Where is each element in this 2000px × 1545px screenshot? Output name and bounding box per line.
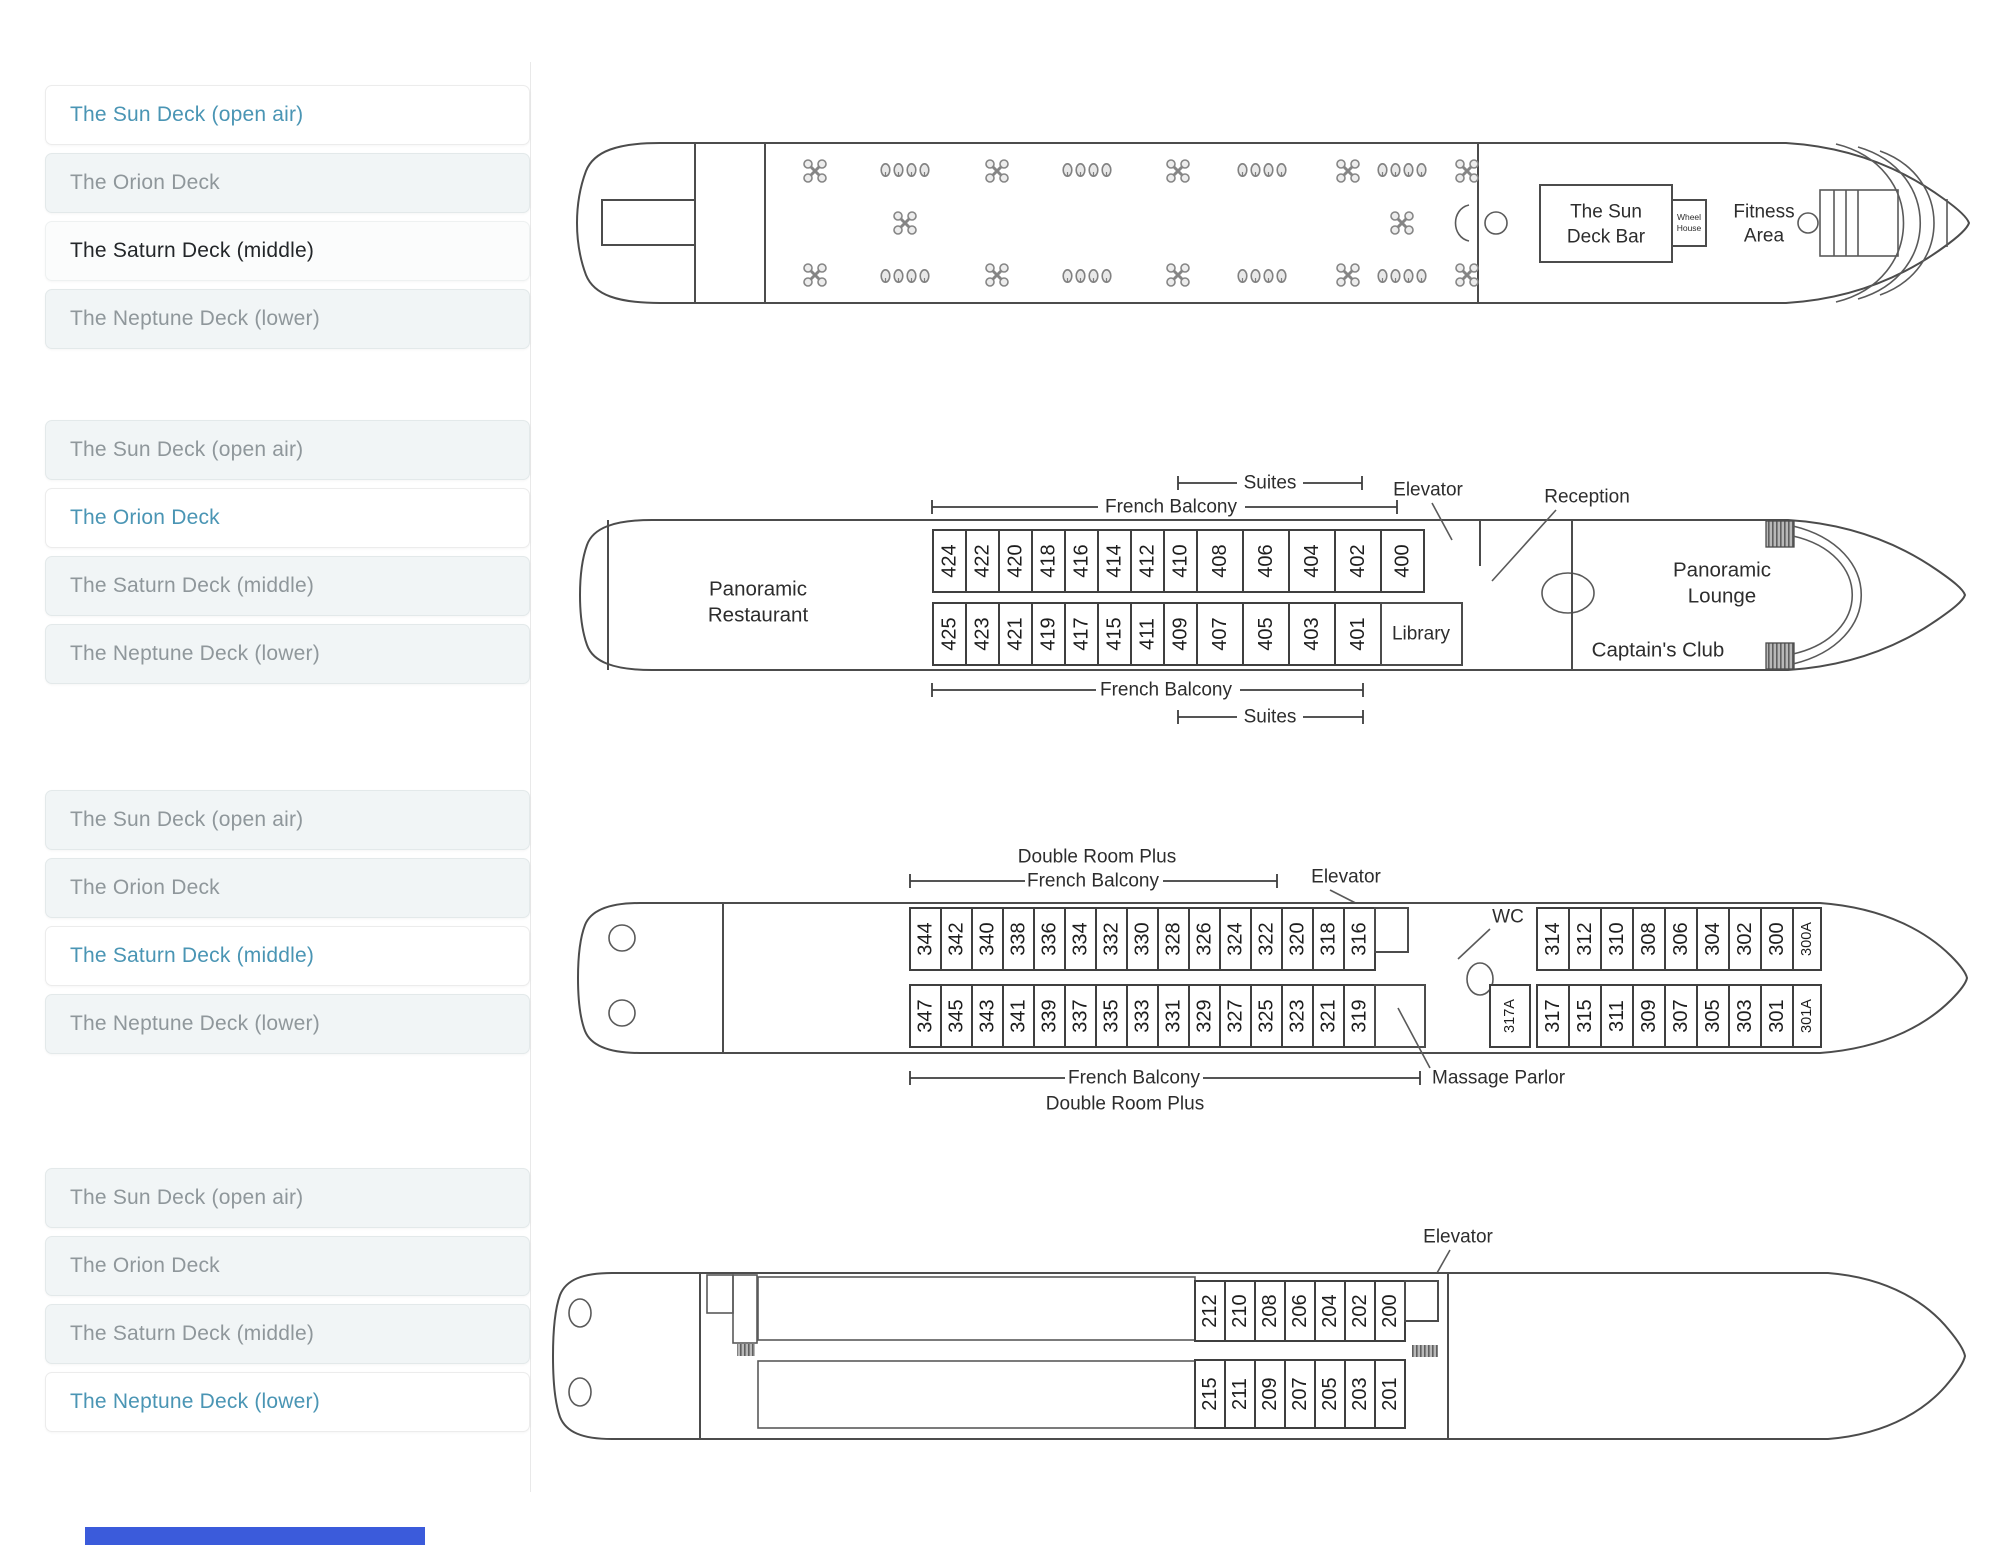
stairs-hatch — [737, 1344, 755, 1356]
saturn-cabins-bottom-left — [910, 985, 1375, 1047]
cabin-number: 336 — [1038, 922, 1061, 956]
cabin-number: 205 — [1319, 1377, 1341, 1411]
cabin-number: 208 — [1259, 1294, 1281, 1328]
cabin-number: 344 — [914, 922, 937, 956]
cabin-number: 333 — [1131, 999, 1154, 1033]
cabin-number: 303 — [1734, 999, 1756, 1033]
cabin-number: 312 — [1574, 922, 1596, 956]
sun-deck-bar-room — [1540, 185, 1672, 262]
saturn-cabin-317a — [1490, 985, 1530, 1047]
tab-neptune-deck[interactable]: The Neptune Deck (lower) — [45, 994, 530, 1054]
massage-parlor-label: Massage Parlor — [1432, 1067, 1566, 1089]
svg-text:Deck Bar: Deck Bar — [1566, 226, 1646, 248]
tab-orion-deck[interactable]: The Orion Deck — [45, 153, 530, 213]
svg-text:House: House — [1676, 223, 1702, 233]
cabin-number: 421 — [1004, 617, 1027, 651]
cabin-number: 402 — [1347, 544, 1369, 578]
cabin-number: 325 — [1255, 999, 1278, 1033]
cabin-number: 415 — [1103, 617, 1126, 651]
cabin-number: 420 — [1004, 544, 1027, 578]
tab-saturn-deck[interactable]: The Saturn Deck (middle) — [45, 556, 530, 616]
cabin-number: 321 — [1317, 999, 1340, 1033]
cabin-number: 210 — [1229, 1294, 1251, 1328]
fitness-area-label: Fitness — [1733, 201, 1795, 223]
wheel-house-label: Wheel — [1676, 212, 1702, 222]
cabin-number: 301 — [1766, 999, 1788, 1033]
elevator-label: Elevator — [1423, 1226, 1493, 1248]
tab-sun-deck[interactable]: The Sun Deck (open air) — [45, 790, 530, 850]
sun-deck-bar-label: The Sun — [1570, 201, 1642, 223]
neptune-cabins-top — [1195, 1281, 1405, 1341]
cabin-number: 414 — [1103, 544, 1126, 578]
tab-neptune-deck[interactable]: The Neptune Deck (lower) — [45, 624, 530, 684]
cabin-number: 401 — [1347, 617, 1369, 651]
cabin-number: 204 — [1319, 1294, 1341, 1328]
cabin-number: 300 — [1766, 922, 1788, 956]
library-label: Library — [1391, 623, 1451, 645]
reception-label: Reception — [1544, 486, 1630, 508]
cabin-number: 329 — [1193, 999, 1216, 1033]
cabin-number: 215 — [1199, 1377, 1221, 1411]
tab-orion-deck[interactable]: The Orion Deck — [45, 858, 530, 918]
cabin-number: 406 — [1255, 544, 1277, 578]
tab-orion-deck[interactable]: The Orion Deck — [45, 1236, 530, 1296]
cabin-number: 328 — [1162, 922, 1185, 956]
footer-bar — [85, 1527, 425, 1545]
suites-label: Suites — [1243, 706, 1297, 728]
cabin-number: 212 — [1199, 1294, 1221, 1328]
cabin-number: 310 — [1606, 922, 1628, 956]
cabin-number: 317A — [1502, 999, 1518, 1033]
cabin-number: 342 — [945, 922, 968, 956]
cabin-number: 211 — [1229, 1378, 1251, 1410]
tab-neptune-deck[interactable]: The Neptune Deck (lower) — [45, 1372, 530, 1432]
cabin-number: 407 — [1209, 617, 1231, 651]
cabin-number: 331 — [1162, 999, 1185, 1033]
cabin-number: 409 — [1169, 617, 1192, 651]
suites-label: Suites — [1243, 472, 1297, 494]
cabin-number: 202 — [1349, 1294, 1371, 1328]
orion-cabins-top — [933, 530, 1424, 592]
stairs-hatch — [1412, 1345, 1438, 1357]
cabin-number: 330 — [1131, 922, 1154, 956]
cabin-number: 412 — [1136, 544, 1159, 578]
cabin-number: 404 — [1301, 544, 1323, 578]
saturn-cabins-top-left — [910, 908, 1375, 970]
neptune-cabins-bottom — [1195, 1360, 1405, 1428]
cabin-number: 305 — [1702, 999, 1724, 1033]
cabin-number: 301A — [1799, 999, 1815, 1033]
cabin-number: 318 — [1317, 922, 1340, 956]
cabin-number: 317 — [1542, 999, 1564, 1033]
cabin-number: 411 — [1136, 618, 1159, 650]
saturn-cabins-bottom-right — [1537, 985, 1821, 1047]
cabin-number: 337 — [1069, 999, 1092, 1033]
cabin-number: 203 — [1349, 1377, 1371, 1411]
elevator-shaft — [1405, 1281, 1438, 1321]
cabin-number: 335 — [1100, 999, 1123, 1033]
stern-structure — [602, 200, 695, 245]
cabin-number: 416 — [1070, 544, 1093, 578]
french-balcony-label: French Balcony — [1067, 1067, 1201, 1089]
cabin-number: 316 — [1348, 922, 1371, 956]
cabin-number: 345 — [945, 999, 968, 1033]
cabin-number: 201 — [1379, 1377, 1401, 1411]
svg-text:Lounge: Lounge — [1687, 584, 1757, 608]
tab-sun-deck[interactable]: The Sun Deck (open air) — [45, 420, 530, 480]
wc-label: WC — [1492, 906, 1524, 928]
panoramic-restaurant-label: Panoramic — [709, 577, 807, 601]
french-balcony-label: French Balcony — [1099, 679, 1233, 701]
cabin-number: 207 — [1289, 1377, 1311, 1411]
cabin-number: 302 — [1734, 922, 1756, 956]
stairs-hatch — [1766, 521, 1794, 547]
orion-deck-plan — [580, 473, 1965, 728]
cabin-number: 326 — [1193, 922, 1216, 956]
double-room-plus-label: Double Room Plus — [1017, 846, 1177, 868]
svg-text:Restaurant: Restaurant — [707, 603, 809, 627]
svg-text:Area: Area — [1743, 225, 1785, 247]
cabin-number: 311 — [1606, 1000, 1628, 1032]
cabin-number: 315 — [1574, 999, 1596, 1033]
saturn-deck-plan — [578, 847, 1967, 1115]
neptune-deck-plan — [553, 1227, 1965, 1440]
saturn-cabins-top-right — [1537, 908, 1821, 970]
cabin-number: 417 — [1070, 617, 1093, 651]
sun-deck-plan — [577, 143, 1969, 303]
panoramic-lounge-label: Panoramic — [1673, 558, 1771, 582]
cabin-number: 314 — [1542, 922, 1564, 956]
cabin-number: 327 — [1224, 999, 1247, 1033]
cabin-number: 304 — [1702, 922, 1724, 956]
cabin-number: 324 — [1224, 922, 1247, 956]
tab-sun-deck[interactable]: The Sun Deck (open air) — [45, 1168, 530, 1228]
tab-saturn-deck[interactable]: The Saturn Deck (middle) — [45, 926, 530, 986]
cabin-number: 322 — [1255, 922, 1278, 956]
cabin-number: 338 — [1007, 922, 1030, 956]
cabin-number: 419 — [1037, 617, 1060, 651]
elevator-shaft — [1375, 908, 1408, 952]
cabin-number: 340 — [976, 922, 999, 956]
tab-saturn-deck[interactable]: The Saturn Deck (middle) — [45, 221, 530, 281]
cabin-number: 424 — [938, 544, 961, 578]
french-balcony-label: French Balcony — [1104, 496, 1238, 518]
cabin-number: 319 — [1348, 999, 1371, 1033]
elevator-label: Elevator — [1393, 479, 1463, 501]
cabin-number: 405 — [1255, 617, 1277, 651]
tab-neptune-deck[interactable]: The Neptune Deck (lower) — [45, 289, 530, 349]
cabin-number: 206 — [1289, 1294, 1311, 1328]
cabin-number: 422 — [971, 544, 994, 578]
massage-parlor-room — [1375, 985, 1425, 1047]
tab-saturn-deck[interactable]: The Saturn Deck (middle) — [45, 1304, 530, 1364]
cabin-number: 400 — [1391, 544, 1414, 578]
cabin-number: 308 — [1638, 922, 1660, 956]
cabin-number: 408 — [1209, 544, 1231, 578]
french-balcony-label: French Balcony — [1026, 870, 1160, 892]
cabin-number: 300A — [1799, 922, 1815, 956]
cabin-number: 332 — [1100, 922, 1123, 956]
double-room-plus-label: Double Room Plus — [1045, 1093, 1205, 1115]
cabin-number: 334 — [1069, 922, 1092, 956]
cabin-number: 341 — [1007, 999, 1030, 1033]
orion-cabins-bottom — [933, 603, 1381, 665]
cabin-number: 418 — [1037, 544, 1060, 578]
cabin-number: 307 — [1670, 999, 1692, 1033]
cabin-number: 343 — [976, 999, 999, 1033]
cabin-number: 339 — [1038, 999, 1061, 1033]
cabin-number: 410 — [1169, 544, 1192, 578]
cabin-number: 347 — [914, 999, 937, 1033]
tab-sun-deck[interactable]: The Sun Deck (open air) — [45, 85, 530, 145]
cabin-number: 200 — [1379, 1294, 1401, 1328]
cabin-number: 425 — [938, 617, 961, 651]
tab-orion-deck[interactable]: The Orion Deck — [45, 488, 530, 548]
cabin-number: 309 — [1638, 999, 1660, 1033]
cabin-number: 423 — [971, 617, 994, 651]
cabin-number: 306 — [1670, 922, 1692, 956]
cabin-number: 403 — [1301, 617, 1323, 651]
elevator-label: Elevator — [1311, 866, 1381, 888]
cabin-number: 209 — [1259, 1377, 1281, 1411]
cabin-number: 320 — [1286, 922, 1309, 956]
cabin-number: 323 — [1286, 999, 1309, 1033]
captains-club-label: Captain's Club — [1591, 638, 1725, 662]
stairs-hatch — [1766, 643, 1794, 669]
